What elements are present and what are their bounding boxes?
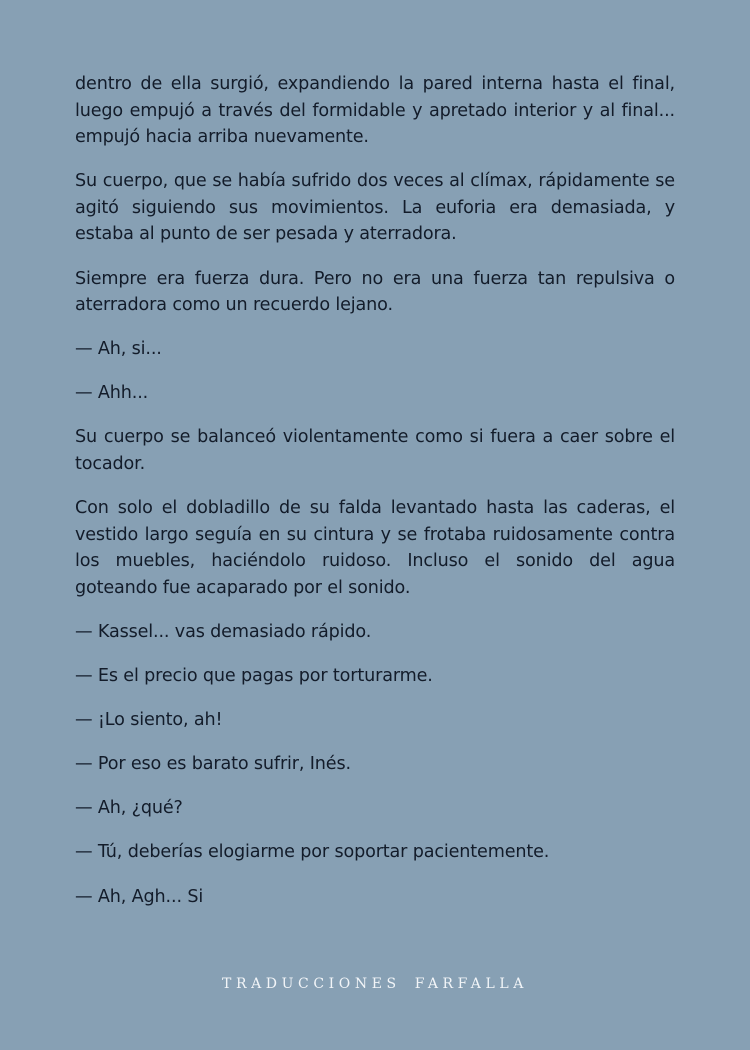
narrative-paragraph: dentro de ella surgió, expandiendo la pared interna hasta el final, luego empujó a través del formidable y apretado interior y al final... empujó hacia arriba nuevamente. — [75, 74, 675, 148]
narrative-paragraph: Con solo el dobladillo de su falda levantado hasta las caderas, el vestido largo seguía en su cintura y se frotaba ruidosamente contra los muebles, haciéndolo ruidoso. Incluso el sonido del agua goteando fue acaparado por el sonido. — [75, 498, 675, 598]
watermark-word-2: FARFALLA — [414, 976, 528, 992]
dialogue-line: — Es el precio que pagas por torturarme. — [75, 666, 433, 687]
page-body — [75, 71, 675, 928]
translator-watermark — [0, 974, 750, 994]
narrative-paragraph: Siempre era fuerza dura. Pero no era una fuerza tan repulsiva o aterradora como un recuerdo lejano. — [75, 268, 675, 316]
narrative-paragraph: Su cuerpo se balanceó violentamente como si fuera a caer sobre el tocador. — [75, 427, 675, 475]
dialogue-line: — Ah, si... — [75, 339, 162, 360]
dialogue-line: — Por eso es barato sufrir, Inés. — [75, 754, 351, 775]
dialogue-line: — Ah, Agh... Si — [75, 886, 204, 907]
watermark-word-1: TRADUCCIONES — [222, 976, 401, 992]
dialogue-line: — Ahh... — [75, 383, 149, 404]
dialogue-line: — Kassel... vas demasiado rápido. — [75, 622, 372, 642]
dialogue-line: — ¡Lo siento, ah! — [75, 710, 223, 731]
narrative-paragraph: Su cuerpo, que se había sufrido dos veces al clímax, rápidamente se agitó siguiendo sus movimientos. La euforia era demasiada, y estaba al punto de ser pesada y aterradora. — [75, 171, 675, 245]
dialogue-line: — Ah, ¿qué? — [75, 798, 183, 819]
dialogue-line: — Tú, deberías elogiarme por soportar pacientemente. — [75, 842, 550, 863]
